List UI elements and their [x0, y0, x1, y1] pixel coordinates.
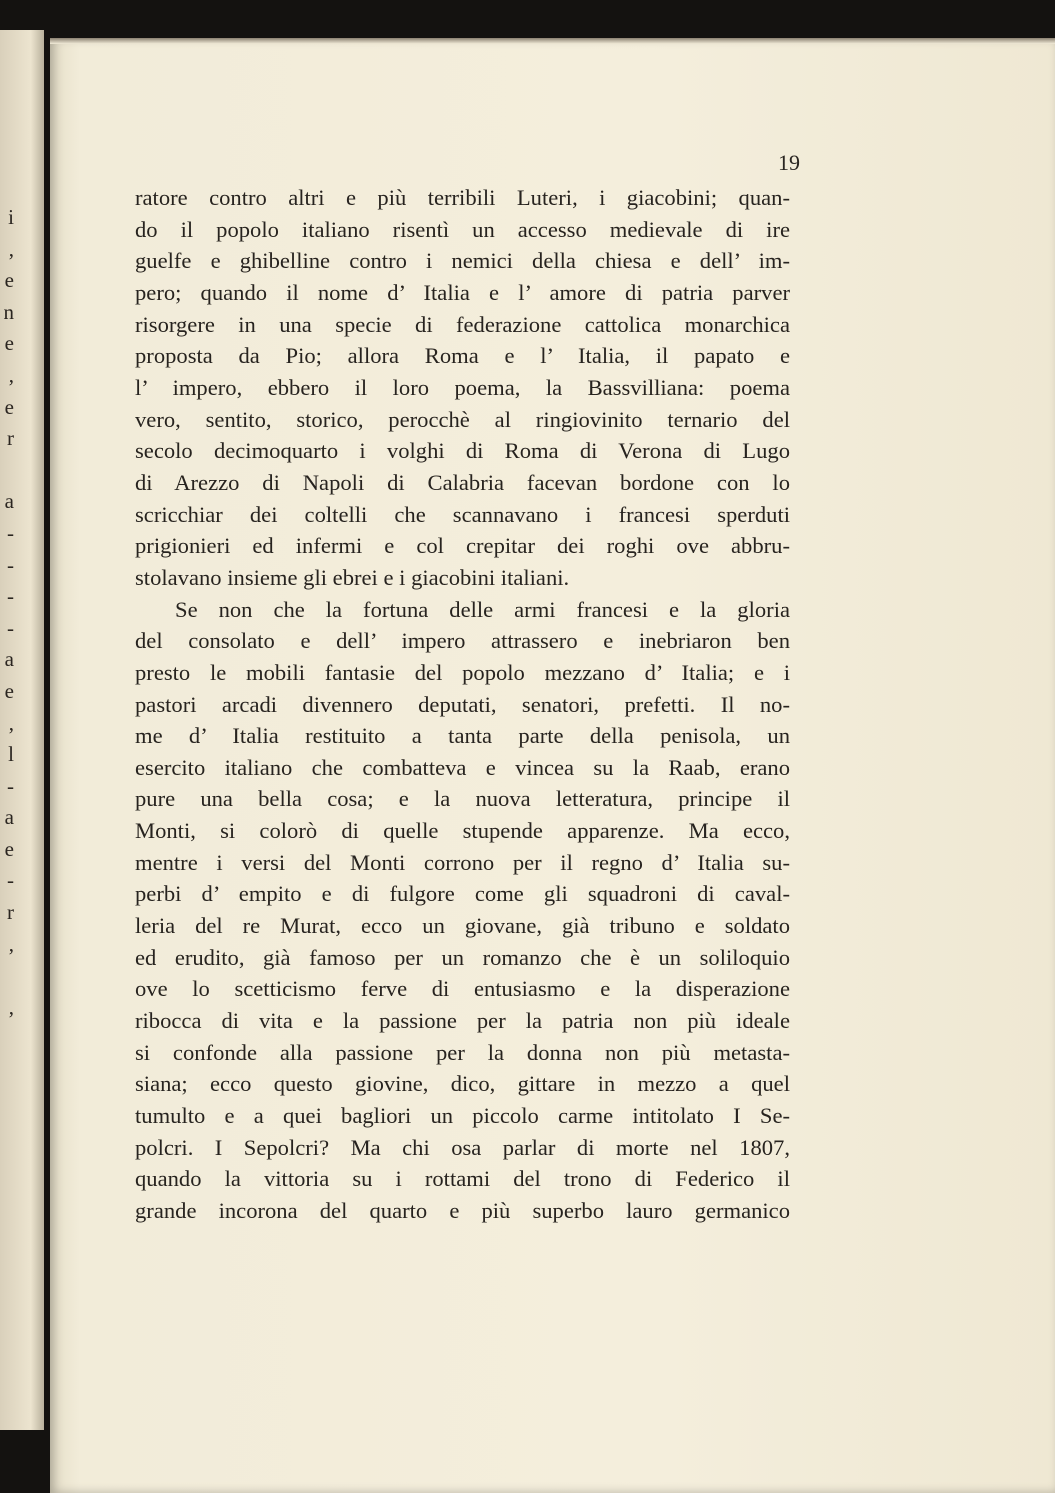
- text-line: pure una bella cosa; e la nuova letteratura, principe il: [135, 786, 790, 812]
- text-line: pero; quando il nome d’ Italia e l’ amore di patria parver: [135, 279, 790, 305]
- previous-page-fragment: e: [4, 836, 14, 861]
- text-line: presto le mobili fantasie del popolo mezzano d’ Italia; e i: [135, 659, 790, 685]
- previous-page-fragment: ,: [8, 994, 14, 1019]
- previous-page-fragment: a: [4, 647, 14, 672]
- previous-page-fragment: a: [4, 805, 14, 830]
- previous-page-fragment: n: [3, 299, 14, 324]
- previous-page-fragment: e: [4, 678, 14, 703]
- text-line: vero, sentito, storico, perocchè al ringiovinito ternario del: [135, 406, 790, 432]
- text-line: proposta da Pio; allora Roma e l’ Italia, il papato e: [135, 343, 790, 369]
- previous-page-fragment: -: [7, 520, 14, 545]
- text-line: quando la vittoria su i rottami del trono di Federico il: [135, 1166, 790, 1192]
- previous-page-fragment: ,: [8, 710, 14, 735]
- text-line: siana; ecco questo giovine, dico, gittare in mezzo a quel: [135, 1071, 790, 1097]
- body-text: [135, 182, 790, 1227]
- previous-page-fragment: r: [7, 426, 14, 451]
- previous-page-fragment: i: [8, 205, 14, 229]
- page-top-edge: [50, 38, 1055, 44]
- text-line: del consolato e dell’ impero attrassero e inebriaron ben: [135, 628, 790, 654]
- text-line: Monti, si colorò di quelle stupende apparenze. Ma ecco,: [135, 818, 790, 844]
- text-line: tumulto e a quei bagliori un piccolo carme intitolato I Se-: [135, 1103, 790, 1129]
- text-line: grande incorona del quarto e più superbo lauro germanico: [135, 1198, 790, 1223]
- text-line: Se non che la fortuna delle armi francesi e la gloria: [175, 596, 790, 622]
- text-line: risorgere in una specie di federazione cattolica monarchica: [135, 311, 790, 337]
- previous-page-fragment: a: [4, 489, 14, 514]
- text-line: l’ impero, ebbero il loro poema, la Bassvilliana: poema: [135, 374, 790, 400]
- previous-page-fragment: e: [4, 394, 14, 419]
- previous-page-fragment: ,: [8, 931, 14, 956]
- text-line: ribocca di vita e la passione per la patria non più ideale: [135, 1008, 790, 1034]
- text-line: scricchiar dei coltelli che scannavano i francesi sperduti: [135, 501, 790, 527]
- previous-page-fragment: -: [7, 773, 14, 798]
- previous-page-fragment: [0, 960, 14, 992]
- previous-page-fragment: [0, 455, 14, 487]
- text-line: stolavano insieme gli ebrei e i giacobini italiani.: [135, 564, 570, 590]
- text-line: me d’ Italia restituito a tanta parte della penisola, un: [135, 723, 790, 749]
- text-line: polcri. I Sepolcri? Ma chi osa parlar di morte nel 1807,: [135, 1134, 790, 1160]
- previous-page-fragment: e: [4, 331, 14, 356]
- previous-page-fragment: r: [7, 900, 14, 925]
- previous-page-fragment: -: [7, 615, 14, 640]
- text-line: esercito italiano che combatteva e vincea su la Raab, erano: [135, 754, 790, 780]
- text-line: leria del re Murat, ecco un giovane, già tribuno e soldato: [135, 913, 790, 939]
- book-page: [50, 38, 1055, 1493]
- previous-page-fragment: -: [7, 584, 14, 609]
- text-line: guelfe e ghibelline contro i nemici della chiesa e dell’ im-: [135, 248, 790, 274]
- page-number: 19: [778, 150, 800, 175]
- text-line: prigionieri ed infermi e col crepitar dei roghi ove abbru-: [135, 533, 790, 559]
- previous-page-fragment: ,: [8, 236, 14, 261]
- previous-page-fragment: ,: [8, 362, 14, 387]
- previous-page-fragment: -: [7, 552, 14, 577]
- text-line: ratore contro altri e più terribili Luteri, i giacobini; quan-: [135, 185, 790, 210]
- text-line: mentre i versi del Monti corrono per il regno d’ Italia su-: [135, 849, 790, 875]
- text-line: secolo decimoquarto i volghi di Roma di Verona di Lugo: [135, 438, 790, 464]
- previous-page-edge: [0, 30, 44, 1430]
- text-line: di Arezzo di Napoli di Calabria facevan bordone con lo: [135, 469, 790, 495]
- text-line: si confonde alla passione per la donna non più metasta-: [135, 1039, 790, 1065]
- text-line: do il popolo italiano risentì un accesso medievale di ire: [135, 216, 790, 242]
- previous-page-fragment: l: [8, 742, 14, 767]
- text-line: perbi d’ empito e di fulgore come gli squadroni di caval-: [135, 881, 790, 907]
- previous-page-fragments: [0, 202, 14, 1023]
- text-line: pastori arcadi divennero deputati, senatori, prefetti. Il no-: [135, 691, 790, 717]
- previous-page-fragment: -: [7, 868, 14, 893]
- text-line: ed erudito, già famoso per un romanzo che è un soliloquio: [135, 944, 790, 970]
- text-line: ove lo scetticismo ferve di entusiasmo e la disperazione: [135, 976, 790, 1002]
- previous-page-fragment: e: [4, 268, 14, 293]
